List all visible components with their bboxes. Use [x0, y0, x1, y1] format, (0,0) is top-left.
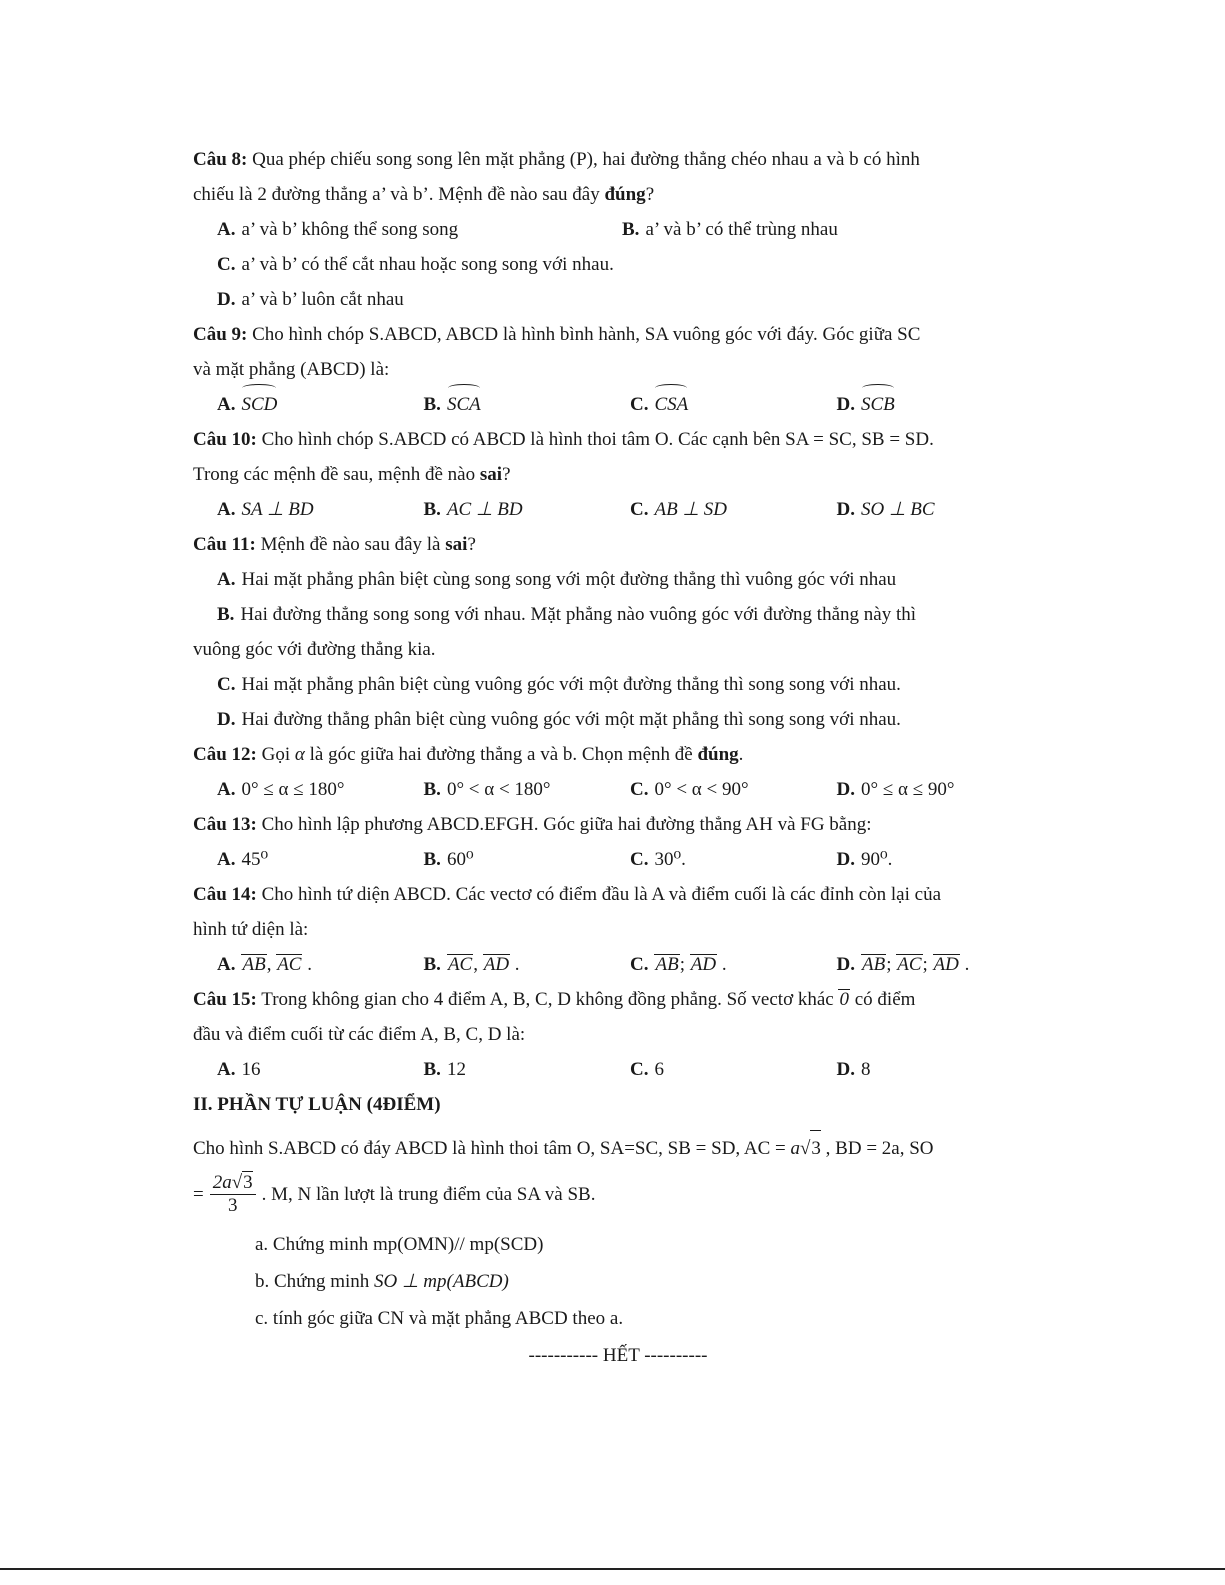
angle-symbol: SCB: [861, 387, 895, 422]
question-14: Câu 14: Cho hình tứ diện ABCD. Các vectơ có điểm đầu là A và điểm cuối là các đỉnh còn lại của: [193, 884, 941, 905]
q8-options-row-1: [193, 212, 1043, 247]
q8-option-b: B. a’ và b’ có thể trùng nhau: [622, 219, 838, 240]
q9-option-b: B. SCA: [424, 387, 631, 422]
fraction: $\frac{2a√3}{3}$: [210, 1171, 256, 1217]
end-marker: ----------- HẾT ----------: [528, 1345, 708, 1366]
essay-part-b: b. Chứng minh SO ⊥ mp(ABCD): [255, 1271, 509, 1292]
emphasis-text: sai: [479, 464, 503, 485]
q11-option-b: B. Hai đường thẳng song song với nhau. Mặt phẳng nào vuông góc với đường thẳng này thì: [217, 604, 917, 625]
q10-option-c: C. AB ⊥ SD: [630, 499, 727, 520]
q15-options: [193, 1052, 1043, 1087]
q10-option-b: B. AC ⊥ BD: [423, 499, 523, 520]
vector: AC: [897, 954, 922, 975]
emphasis-text: đúng: [604, 184, 646, 205]
question-label: Câu 12:: [193, 744, 257, 765]
q12-option-b: B. 0° < α < 180°: [423, 779, 551, 800]
section-heading: II. PHẦN TỰ LUẬN (4ĐIỂM): [193, 1094, 441, 1115]
essay-part-a: a. Chứng minh mp(OMN)// mp(SCD): [255, 1234, 544, 1255]
vector: AB: [655, 954, 679, 975]
alpha-symbol: α: [294, 744, 305, 765]
q10-option-d: D. SO ⊥ BC: [836, 499, 935, 520]
q8-option-a: A. a’ và b’ không thể song song: [217, 219, 459, 240]
vector: AD: [483, 954, 510, 975]
emphasis-text: đúng: [697, 744, 739, 765]
q13-option-b: B. 60⁰: [423, 849, 474, 870]
q12-option-a: A. 0° ≤ α ≤ 180°: [217, 779, 345, 800]
q11-option-c: C. Hai mặt phẳng phân biệt cùng vuông góc với một đường thẳng thì song song với nhau.: [217, 674, 901, 695]
q8-option-d: D. a’ và b’ luôn cắt nhau: [217, 289, 404, 310]
q14-option-b: B. AC, AD .: [423, 954, 520, 975]
question-text: ?: [645, 184, 655, 205]
question-label: Câu 15:: [193, 989, 257, 1010]
question-15-line-2: đầu và điểm cuối từ các điểm A, B, C, D là:: [193, 1024, 526, 1045]
question-label: Câu 11:: [193, 534, 256, 555]
question-text: Cho hình chóp S.ABCD, ABCD là hình bình hành, SA vuông góc với đáy. Góc giữa SC: [247, 324, 921, 345]
vector: AC: [277, 954, 302, 975]
q13-options: [193, 842, 1043, 877]
question-10: [193, 422, 1043, 457]
vector: AC: [447, 954, 473, 975]
vector: AB: [242, 954, 266, 975]
question-text: Cho hình chóp S.ABCD có ABCD là hình thoi tâm O. Các cạnh bên SA = SC, SB = SD.: [256, 429, 934, 450]
angle-symbol: SCD: [241, 387, 277, 422]
question-label: Câu 9:: [193, 324, 248, 345]
q15-option-a: A. 16: [217, 1059, 261, 1080]
question-10-line-2: Trong các mệnh đề sau, mệnh đề nào sai?: [193, 464, 511, 485]
q11-option-d: D. Hai đường thẳng phân biệt cùng vuông góc với một mặt phẳng thì song song với nhau.: [217, 709, 901, 730]
q12-option-d: D. 0° ≤ α ≤ 90°: [836, 779, 955, 800]
vector: AD: [933, 954, 959, 975]
angle-symbol: CSA: [654, 387, 688, 422]
page-bottom-border: [0, 1568, 1225, 1570]
essay-line-1: Cho hình S.ABCD có đáy ABCD là hình thoi tâm O, SA=SC, SB = SD, AC = a√3 , BD = 2a, SO: [193, 1130, 1043, 1165]
question-8-line-2: [193, 177, 1043, 212]
vector: AD: [690, 954, 717, 975]
essay-part-c: c. tính góc giữa CN và mặt phẳng ABCD theo a.: [255, 1308, 624, 1329]
question-13: Câu 13: Cho hình lập phương ABCD.EFGH. Góc giữa hai đường thẳng AH và FG bằng:: [193, 814, 872, 835]
q12-option-c: C. 0° < α < 90°: [630, 779, 749, 800]
zero-vector: 0: [839, 989, 849, 1010]
q15-option-d: D. 8: [836, 1059, 871, 1080]
question-label: Câu 14:: [193, 884, 257, 905]
question-label: Câu 8:: [193, 149, 248, 170]
q9-option-d: D. SCB: [837, 387, 1044, 422]
question-15: Câu 15: Trong không gian cho 4 điểm A, B, C, D không đồng phẳng. Số vectơ khác 0 có điểm: [193, 989, 916, 1010]
q10-option-a: A. SA ⊥ BD: [217, 499, 314, 520]
q8-option-c: C. a’ và b’ có thể cắt nhau hoặc song song với nhau.: [217, 254, 614, 275]
q14-option-d: D. AB; AC; AD .: [836, 954, 970, 975]
question-text: Qua phép chiếu song song lên mặt phẳng (P), hai đường thẳng chéo nhau a và b có hình: [247, 149, 920, 170]
angle-symbol: SCA: [447, 387, 481, 422]
question-label: Câu 10:: [193, 429, 257, 450]
emphasis-text: sai: [445, 534, 468, 555]
q9-options: [193, 387, 1043, 422]
question-9-line-2: và mặt phẳng (ABCD) là:: [193, 359, 390, 380]
q14-option-a: A. AB, AC .: [217, 954, 312, 975]
q12-options: [193, 772, 1043, 807]
q14-option-c: C. AB; AD .: [630, 954, 727, 975]
question-12: Câu 12: Gọi α là góc giữa hai đường thẳng a và b. Chọn mệnh đề đúng.: [193, 744, 744, 765]
question-11: Câu 11: Mệnh đề nào sau đây là sai?: [193, 534, 476, 555]
q13-option-c: C. 30⁰.: [630, 849, 686, 870]
q13-option-a: A. 45⁰: [217, 849, 269, 870]
question-8: [193, 142, 1043, 177]
q11-option-b-line-2: vuông góc với đường thẳng kia.: [193, 639, 436, 660]
q11-option-a: A. Hai mặt phẳng phân biệt cùng song song với một đường thẳng thì vuông góc với nhau: [217, 569, 897, 590]
exam-content: [193, 142, 1043, 1373]
question-14-line-2: hình tứ diện là:: [193, 919, 309, 940]
question-9: [193, 317, 1043, 352]
q13-option-d: D. 90⁰.: [836, 849, 893, 870]
q15-option-b: B. 12: [423, 1059, 466, 1080]
q9-option-c: C. CSA: [630, 387, 837, 422]
vector: AB: [861, 954, 886, 975]
q15-option-c: C. 6: [630, 1059, 664, 1080]
question-text: chiếu là 2 đường thẳng a’ và b’. Mệnh đề nào sau đây: [193, 184, 605, 205]
q9-option-a: A. SCD: [217, 387, 424, 422]
essay-line-2: = $\frac{2a√3}{3}$ . M, N lần lượt là trung điểm của SA và SB.: [193, 1172, 596, 1216]
q14-options: [193, 947, 1043, 982]
question-label: Câu 13:: [193, 814, 257, 835]
q10-options: [193, 492, 1043, 527]
